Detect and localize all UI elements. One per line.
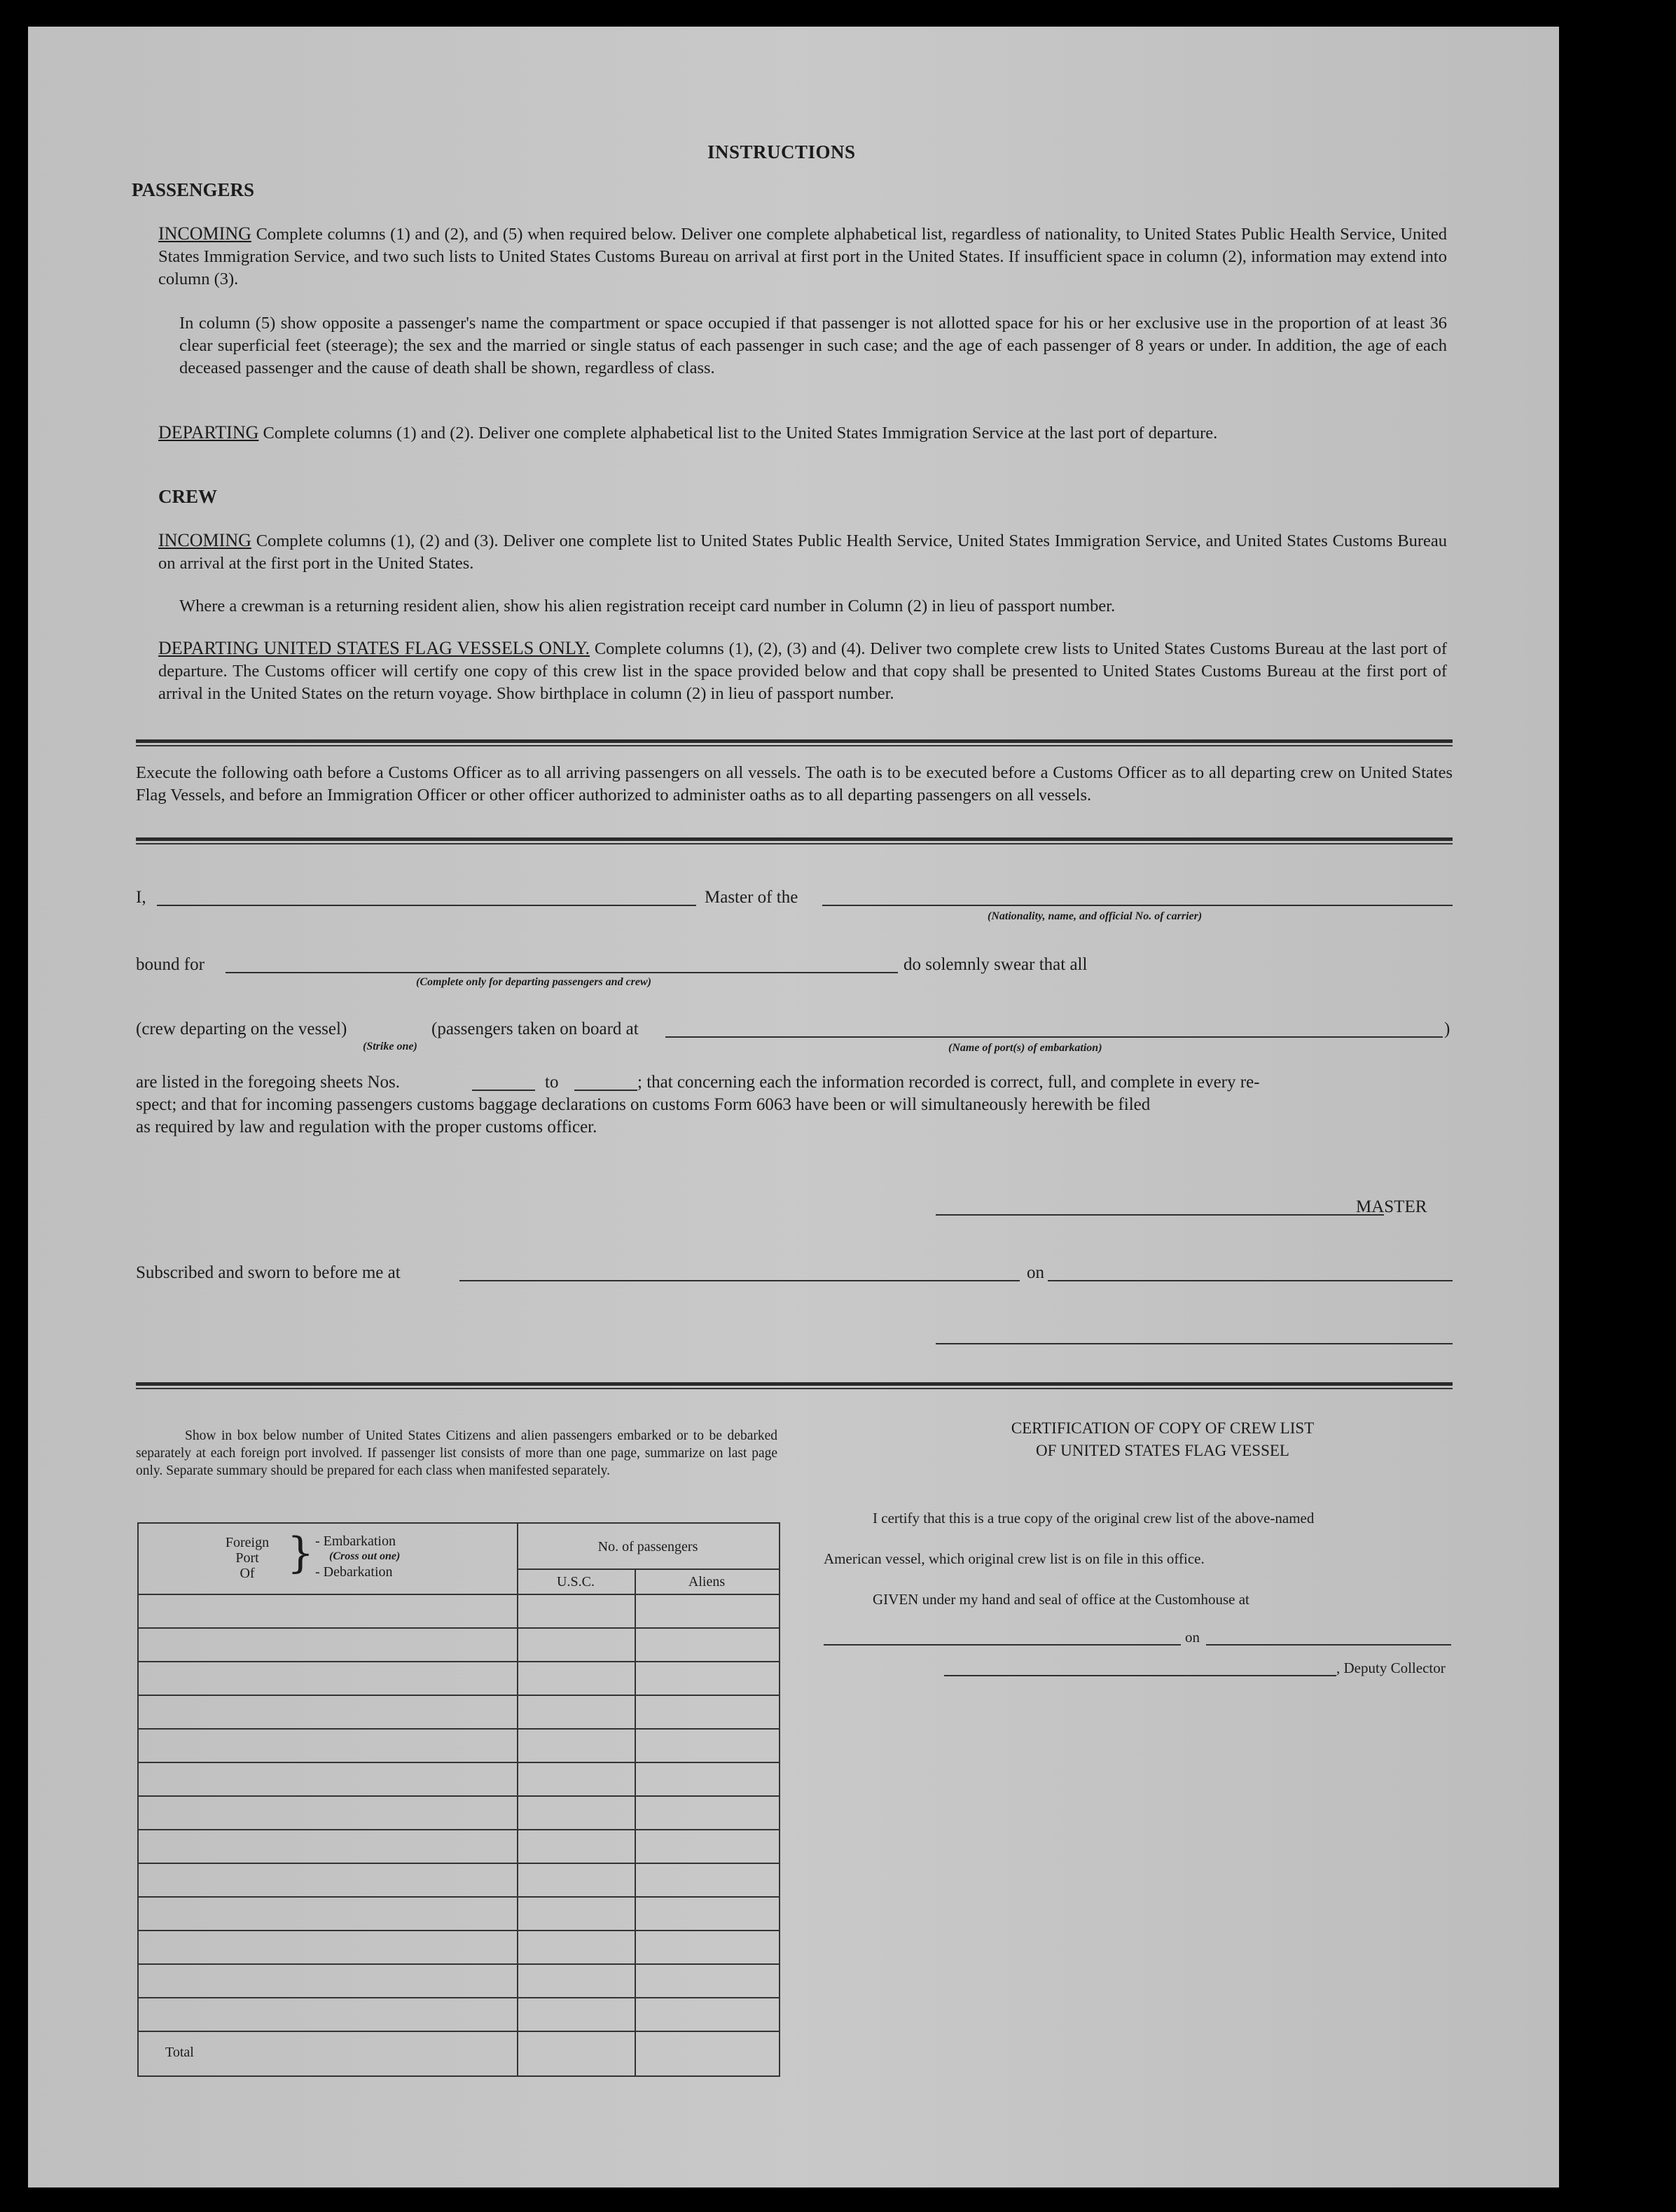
sheets-rest-2: spect; and that for incoming passengers customs baggage declarations on customs Form 6063 have been or will simultaneously herewith be filed: [136, 1095, 1151, 1114]
sworn-date-field[interactable]: [1048, 1280, 1453, 1281]
sheets-to-label: to: [545, 1073, 559, 1092]
certification-title-line-2: OF UNITED STATES FLAG VESSEL: [1036, 1442, 1289, 1459]
table-row: [139, 1594, 779, 1595]
subscribed-label: Subscribed and sworn to before me at: [136, 1263, 401, 1282]
table-row: [139, 1627, 779, 1629]
deputy-collector-label: , Deputy Collector: [1336, 1660, 1446, 1676]
ports-caption: (Name of port(s) of embarkation): [948, 1042, 1102, 1054]
passengers-taken-option: (passengers taken on board at: [431, 1020, 639, 1038]
close-paren: ): [1444, 1020, 1450, 1038]
col-port-label: Port: [235, 1550, 259, 1566]
col-passengers-label: No. of passengers: [597, 1539, 698, 1554]
table-divider: [517, 1568, 779, 1570]
brace-symbol: }: [287, 1529, 314, 1578]
table-row: [139, 1661, 779, 1662]
table-row: [139, 2031, 779, 2032]
divider-rule: [136, 837, 1453, 841]
col-usc-label: U.S.C.: [557, 1574, 595, 1590]
passengers-incoming-text: Complete columns (1) and (2), and (5) when required below. Deliver one complete alphabetical list, regardless of nationality, to United States Public Health Service, United States Immigration Service, and two such lists to United States Customs Bureau on arrival at first port in the United States. If insufficient space in column (2), information may extend into column (3).: [158, 225, 1448, 288]
table-divider: [517, 1524, 518, 2075]
crew-incoming-text: Complete columns (1), (2) and (3). Deliver one complete list to United States Public Health Service, United States Immigration Service, and United States Customs Bureau on arrival at the first port in the United States.: [158, 531, 1448, 573]
master-of-label: Master of the: [705, 888, 798, 907]
certify-line-1: I certify that this is a true copy of the original crew list of the above-named: [873, 1510, 1315, 1526]
sheets-prefix: are listed in the foregoing sheets Nos.: [136, 1073, 400, 1092]
crew-departing-label: DEPARTING UNITED STATES FLAG VESSELS ONLY.: [158, 638, 590, 658]
destination-field[interactable]: [226, 972, 898, 973]
passengers-incoming-label: INCOMING: [158, 223, 251, 244]
sworn-place-field[interactable]: [459, 1280, 1020, 1281]
crew-heading: CREW: [158, 486, 218, 507]
summary-intro: Show in box below number of United States Citizens and alien passengers embarked or to be debarked separately at each foreign port involved. If passenger list consists of more than one page, summarize on last page only. Separate summary should be prepared for each class when manifested separately.: [136, 1428, 777, 1478]
table-row: [139, 1695, 779, 1696]
master-name-field[interactable]: [157, 905, 696, 906]
cert-on-label: on: [1185, 1629, 1200, 1646]
certification-title: [854, 1417, 1471, 1462]
oath-intro: Execute the following oath before a Customs Officer as to all arriving passengers on all vessels. The oath is to be executed before a Customs Officer as to all departing crew on United States Flag Vessels, and before an Immigration Officer or other officer authorized to administer oaths as to all departing passengers on all vessels.: [136, 763, 1453, 805]
passenger-summary-table: [137, 1522, 780, 2077]
table-row: [139, 1896, 779, 1898]
passengers-incoming-section: [158, 223, 1447, 291]
table-row: [139, 1863, 779, 1864]
sheet-to-field[interactable]: [574, 1090, 637, 1091]
cross-out-caption: (Cross out one): [329, 1550, 401, 1562]
strike-caption: (Strike one): [363, 1041, 417, 1052]
crew-departing-text: Complete columns (1), (2), (3) and (4). Deliver two complete crew lists to United States Customs Bureau at the last port of departure. The Customs officer will certify one copy of this crew list in the space provided below and that copy shall be presented to United States Customs Bureau at the first port of arrival in the United States on the return voyage. Show birthplace in column (2) in lieu of passport number.: [158, 639, 1447, 703]
table-row: [139, 1829, 779, 1830]
crew-departing-section: [158, 637, 1447, 705]
sworn-on-label: on: [1027, 1263, 1044, 1282]
master-signature-field[interactable]: [936, 1214, 1384, 1216]
swear-label: do solemnly swear that all: [903, 955, 1088, 974]
col-foreign-label: Foreign: [225, 1535, 270, 1550]
table-row: [139, 1795, 779, 1797]
total-label: Total: [165, 2045, 194, 2060]
divider-rule: [136, 745, 1453, 746]
table-row: [139, 1762, 779, 1763]
instructions-page: [28, 27, 1559, 2187]
divider-rule: [136, 1388, 1453, 1389]
crew-resident-text: Where a crewman is a returning resident alien, show his alien registration receipt card number in Column (2) in lieu of passport number.: [179, 597, 1116, 615]
cert-date-field[interactable]: [1206, 1644, 1451, 1646]
passengers-heading: PASSENGERS: [132, 179, 255, 200]
sheets-rest-3: as required by law and regulation with the proper customs officer.: [136, 1118, 597, 1136]
table-row: [139, 1728, 779, 1730]
sheets-rest-1: ; that concerning each the information recorded is correct, full, and complete in every re-: [637, 1073, 1260, 1092]
divider-rule: [136, 843, 1453, 844]
deputy-signature-field[interactable]: [944, 1675, 1336, 1676]
table-divider: [635, 1568, 636, 2075]
passengers-column5-text: In column (5) show opposite a passenger's name the compartment or space occupied if that passenger is not allotted space for his or her exclusive use in the proportion of at least 36 clear superficial feet (steerage); the sex and the married or single status of each passenger in such case; and the age of each passenger of 8 years or under. In addition, the age of each deceased passenger and the cause of death shall be shown, regardless of class.: [179, 314, 1447, 377]
debarkation-label: - Debarkation: [315, 1564, 393, 1580]
crew-incoming-label: INCOMING: [158, 530, 251, 550]
passengers-departing-label: DEPARTING: [158, 422, 259, 443]
bound-caption: (Complete only for departing passengers and crew): [416, 976, 651, 988]
customhouse-field[interactable]: [824, 1644, 1181, 1646]
crew-departing-option: (crew departing on the vessel): [136, 1020, 347, 1038]
nationality-caption: (Nationality, name, and official No. of carrier): [988, 910, 1203, 922]
sheet-from-field[interactable]: [472, 1090, 535, 1091]
col-aliens-label: Aliens: [688, 1574, 726, 1590]
table-row: [139, 1930, 779, 1931]
divider-rule: [136, 1382, 1453, 1386]
table-row: [139, 1963, 779, 1965]
crew-incoming-section: [158, 529, 1447, 575]
col-of-label: Of: [240, 1566, 255, 1581]
oath-i-label: I,: [136, 888, 146, 907]
given-line: GIVEN under my hand and seal of office at the Customhouse at: [873, 1591, 1249, 1608]
embarkation-ports-field[interactable]: [665, 1036, 1443, 1038]
passengers-departing-text: Complete columns (1) and (2). Deliver one complete alphabetical list to the United States Immigration Service at the last port of departure.: [263, 424, 1218, 443]
master-label: MASTER: [1356, 1197, 1427, 1216]
bound-for-label: bound for: [136, 955, 205, 974]
carrier-field[interactable]: [822, 905, 1453, 906]
certify-line-2: American vessel, which original crew list is on file in this office.: [824, 1550, 1205, 1567]
passengers-departing-section: [158, 422, 1447, 445]
officer-signature-field[interactable]: [936, 1343, 1453, 1344]
embarkation-label: - Embarkation: [315, 1533, 396, 1549]
page-title: INSTRUCTIONS: [707, 141, 856, 162]
divider-rule: [136, 739, 1453, 743]
table-row: [139, 1997, 779, 1998]
certification-title-line-1: CERTIFICATION OF COPY OF CREW LIST: [1011, 1419, 1315, 1437]
